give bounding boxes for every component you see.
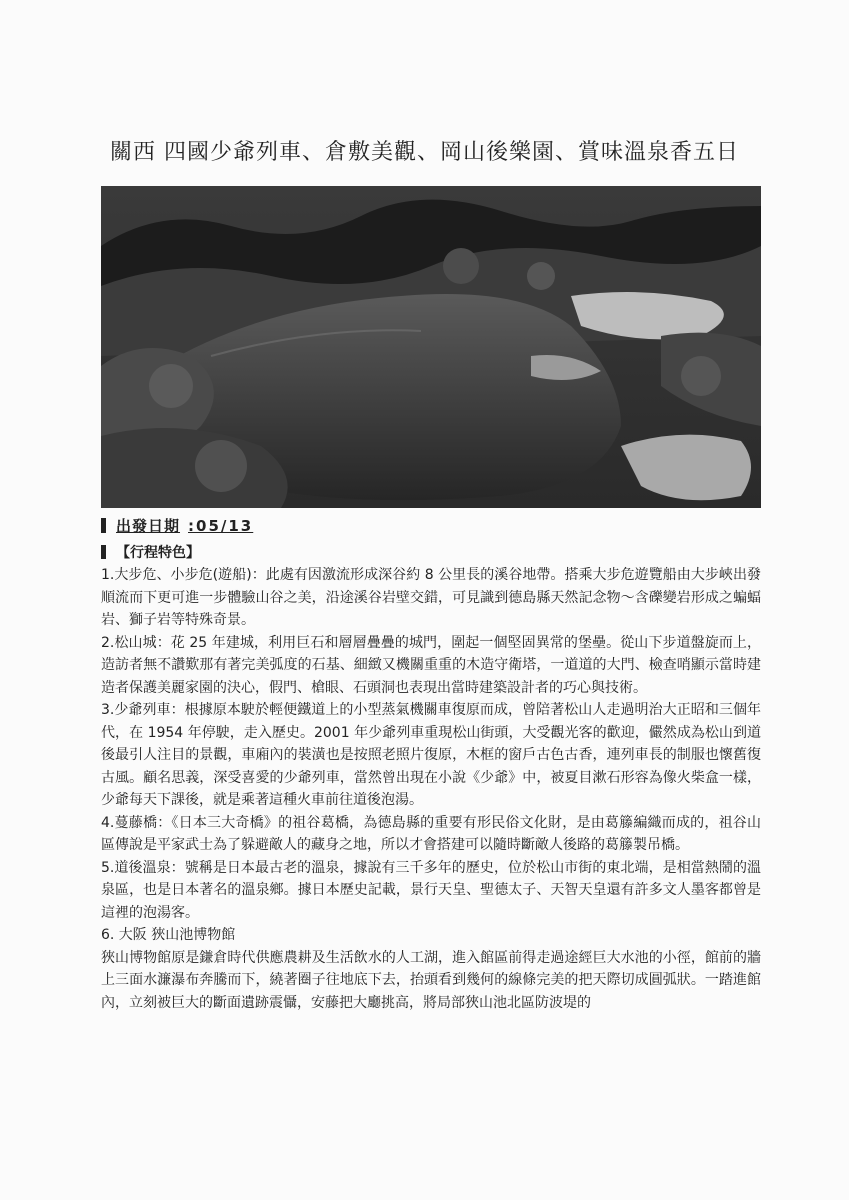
- feature-item-heading: 6. 大阪 狹山池博物館: [101, 927, 236, 943]
- document-title: 關西 四國少爺列車、倉敷美觀、岡山後樂園、賞味溫泉香五日: [110, 140, 739, 165]
- feature-item: 1.大步危、小步危(遊船)：此處有因激流形成深谷約 8 公里長的溪谷地帶。搭乘大步危遊覽船由大步峽出發順流而下更可進一步體驗山谷之美，沿途溪谷岩壁交錯，可見識到德島縣天然記念物～含礫變岩形成之蝙蝠岩、獅子岩等特殊奇景。: [101, 567, 761, 628]
- departure-date: :05/13: [188, 516, 254, 535]
- itinerary-features-heading: [101, 542, 200, 562]
- heading-bar: [101, 518, 106, 533]
- feature-item: 4.蔓藤橋：《日本三大奇橋》的祖谷葛橋，為德島縣的重要有形民俗文化財，是由葛籐編織而成的，祖谷山區傳說是平家武士為了躲避敵人的藏身之地，所以才會搭建可以隨時斷敵人後路的葛籐製吊橋。: [101, 814, 761, 853]
- departure-date-line: [101, 515, 253, 536]
- itinerary-features-body: [101, 564, 761, 1014]
- section-heading-text: 【行程特色】: [116, 545, 200, 561]
- feature-item: 3.少爺列車：根據原本駛於輕便鐵道上的小型蒸氣機關車復原而成，曾陪著松山人走過明治大正昭和三個年代，在 1954 年停駛，走入歷史。2001 年少爺列車重現松山街頭，大受觀光客的歡迎，儼然成為松山到道後最引人注目的景觀，車廂內的裝潢也是按照老照片復原，木框的窗戶古色古香，連列車長的制服也懷舊復古風。顧名思義，深受喜愛的少爺列車，當然曾出現在小說《少爺》中，被夏目漱石形容為像火柴盒一樣，少爺每天下課後，就是乘著這種火車前往道後泡湯。: [101, 702, 761, 808]
- feature-item: 狹山博物館原是鎌倉時代供應農耕及生活飲水的人工湖，進入館區前得走過途經巨大水池的小徑，館前的牆上三面水濂瀑布奔騰而下，繞著圈子往地底下去，抬頭看到幾何的線條完美的把天際切成圓弧狀。一踏進館內，立刻被巨大的斷面遺跡震懾，安藤把大廳挑高，將局部狹山池北區防波堤的: [101, 949, 761, 1011]
- departure-label: 出發日期: [116, 517, 181, 535]
- garden-photo-image: [101, 186, 761, 508]
- garden-pond-photo: [101, 186, 761, 508]
- feature-item: 5.道後溫泉：號稱是日本最古老的溫泉，據說有三千多年的歷史，位於松山市街的東北端，是相當熱鬧的溫泉區，也是日本著名的溫泉鄉。據日本歷史記載，景行天皇、聖德太子、天智天皇還有許多文人墨客都曾是這裡的泡湯客。: [101, 859, 761, 921]
- heading-bar: [101, 545, 106, 559]
- feature-item: 2.松山城：花 25 年建城，利用巨石和層層疊疊的城門，圍起一個堅固異常的堡壘。從山下步道盤旋而上，造訪者無不讚歎那有著完美弧度的石基、細緻又機關重重的木造守衛塔，一道道的大門、檢查哨顯示當時建造者保護美麗家園的決心，假門、槍眼、石頭洞也表現出當時建築設計者的巧心與技術。: [101, 634, 761, 696]
